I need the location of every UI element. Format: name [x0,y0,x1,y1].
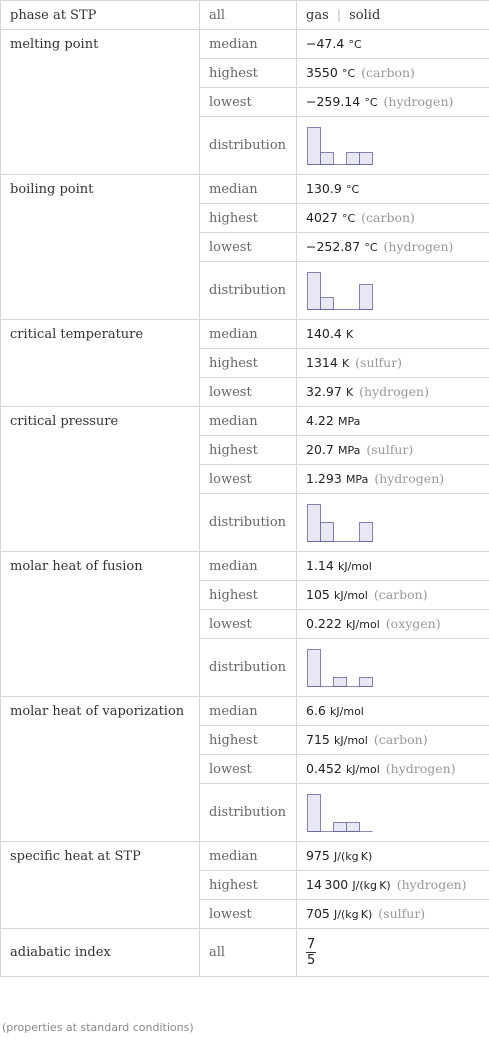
molar-heat-fusion-label: molar heat of fusion [1,552,200,697]
crit-temp-highest-value [297,349,489,378]
crit-press-highest-value [297,436,489,465]
phase-row [1,1,489,30]
specific-heat-highest-value [297,871,489,900]
fraction [306,937,316,968]
vapor-distribution-cell [297,784,489,842]
melting-distribution-cell [297,117,489,175]
phase-gas: gas [306,7,329,23]
histogram-bar [334,822,347,831]
value-number: 4027 [306,210,338,225]
crit-temp-lowest-value [297,378,489,407]
lowest-label: lowest [200,233,297,262]
fraction-numerator: 7 [307,937,316,952]
fusion-histogram [306,648,376,688]
molar-heat-vaporization-label: molar heat of vaporization [1,697,200,842]
value-unit: °C [364,241,378,254]
crit-press-lowest-value [297,465,489,494]
lowest-label: lowest [200,88,297,117]
value-note: (sulfur) [378,906,426,921]
value-unit: MPa [337,415,361,428]
value-unit: K [345,328,354,341]
value-note: (oxygen) [385,616,441,631]
value-number: 14 300 [306,877,349,892]
histogram-bar [308,127,321,164]
distribution-label: distribution [200,262,297,320]
value-number: 20.7 [306,442,334,457]
median-label: median [200,407,297,436]
lowest-label: lowest [200,610,297,639]
value-unit: K [341,357,350,370]
boiling-highest-value [297,204,489,233]
adiabatic-row [1,929,489,977]
distribution-label: distribution [200,639,297,697]
value-note: (carbon) [361,65,415,80]
phase-solid: solid [349,7,381,23]
fraction-denominator: 5 [307,953,316,968]
vapor-lowest-value [297,755,489,784]
crit-temp-median-value [297,320,489,349]
critical-pressure-label: critical pressure [1,407,200,552]
all-label: all [200,929,297,977]
value-unit: kJ/mol [334,589,368,602]
melting-point-label: melting point [1,30,200,175]
value-number: 0.222 [306,616,342,631]
median-label: median [200,697,297,726]
value-unit: °C [341,212,356,225]
highest-label: highest [200,349,297,378]
highest-label: highest [200,59,297,88]
value-number: 6.6 [306,703,326,718]
value-note: (hydrogen) [383,239,454,254]
boiling-median-row [1,175,489,204]
lowest-label: lowest [200,378,297,407]
melting-median-value [297,30,489,59]
histogram-bar [360,284,373,309]
lowest-label: lowest [200,900,297,929]
value-number: 140.4 [306,326,342,341]
boiling-histogram [306,271,376,311]
value-unit: MPa [345,473,369,486]
crit-temp-median-row [1,320,489,349]
highest-label: highest [200,581,297,610]
fusion-lowest-value [297,610,489,639]
lowest-label: lowest [200,755,297,784]
histogram-bar [347,152,360,164]
value-number: 32.97 [306,384,342,399]
specific-heat-median-value [297,842,489,871]
median-label: median [200,175,297,204]
value-number: 1.293 [306,471,342,486]
value-number: 975 [306,848,330,863]
value-unit: MPa [337,444,361,457]
value-note: (hydrogen) [374,471,445,486]
value-number: 715 [306,732,330,747]
melting-lowest-value [297,88,489,117]
highest-label: highest [200,871,297,900]
median-label: median [200,320,297,349]
value-unit: kJ/mol [330,705,364,718]
value-number: 705 [306,906,330,921]
fusion-highest-value [297,581,489,610]
crit-press-median-value [297,407,489,436]
median-label: median [200,30,297,59]
median-label: median [200,842,297,871]
adiabatic-index-value [297,929,489,977]
boiling-distribution-cell [297,262,489,320]
phase-subject: all [200,1,297,30]
vapor-median-row [1,697,489,726]
value-number: −252.87 [306,239,361,254]
specific-heat-label: specific heat at STP [1,842,200,929]
melting-median-row [1,30,489,59]
histogram-bar [321,152,334,164]
vaporization-histogram [306,793,376,833]
value-note: (carbon) [373,732,428,747]
value-unit: kJ/mol [345,618,380,631]
value-unit: J/(kg K) [352,879,391,892]
melting-histogram [306,126,376,166]
value-unit: °C [345,183,360,196]
crit-press-distribution-cell [297,494,489,552]
value-unit: kJ/mol [334,734,368,747]
distribution-label: distribution [200,784,297,842]
highest-label: highest [200,436,297,465]
histogram-bar [360,677,373,686]
value-unit: J/(kg K) [334,850,373,863]
value-number: 0.452 [306,761,342,776]
crit-press-median-row [1,407,489,436]
value-note: (hydrogen) [396,877,467,892]
phase-label: phase at STP [1,1,200,30]
boiling-median-value [297,175,489,204]
fusion-median-value [297,552,489,581]
highest-label: highest [200,726,297,755]
value-number: 105 [306,587,330,602]
value-unit: J/(kg K) [334,908,373,921]
histogram-bar [308,649,321,686]
vapor-highest-value [297,726,489,755]
specific-heat-lowest-value [297,900,489,929]
fusion-distribution-cell [297,639,489,697]
value-unit: kJ/mol [345,763,380,776]
value-number: −259.14 [306,94,361,109]
value-note: (sulfur) [355,355,403,370]
value-number: −47.4 [306,36,345,51]
lowest-label: lowest [200,465,297,494]
histogram-bar [334,677,347,686]
value-note: (hydrogen) [385,761,456,776]
distribution-label: distribution [200,494,297,552]
histogram-bar [360,522,373,541]
phase-separator: | [336,7,342,23]
histogram-bar [308,794,321,831]
value-number: 1.14 [306,558,334,573]
value-note: (carbon) [373,587,428,602]
value-unit: kJ/mol [337,560,372,573]
highest-label: highest [200,204,297,233]
melting-highest-value [297,59,489,88]
value-note: (hydrogen) [383,94,454,109]
histogram-bar [321,522,334,541]
footer-note: (properties at standard conditions) [2,1021,194,1034]
value-number: 1314 [306,355,338,370]
specific-heat-median-row [1,842,489,871]
critical-pressure-histogram [306,503,376,543]
value-unit: °C [341,67,356,80]
value-note: (hydrogen) [359,384,429,399]
histogram-bar [360,152,373,164]
histogram-bar [308,504,321,541]
median-label: median [200,552,297,581]
histogram-bar [321,297,334,309]
fusion-median-row [1,552,489,581]
value-note: (carbon) [361,210,415,225]
value-unit: K [345,386,354,399]
histogram-bar [347,822,360,831]
critical-temperature-label: critical temperature [1,320,200,407]
value-note: (sulfur) [366,442,414,457]
phase-values [297,1,489,30]
value-unit: °C [364,96,378,109]
histogram-bar [308,272,321,309]
value-number: 130.9 [306,181,342,196]
boiling-lowest-value [297,233,489,262]
boiling-point-label: boiling point [1,175,200,320]
value-unit: °C [348,38,362,51]
vapor-median-value [297,697,489,726]
distribution-label: distribution [200,117,297,175]
value-number: 4.22 [306,413,334,428]
value-number: 3550 [306,65,338,80]
adiabatic-index-label: adiabatic index [1,929,200,977]
